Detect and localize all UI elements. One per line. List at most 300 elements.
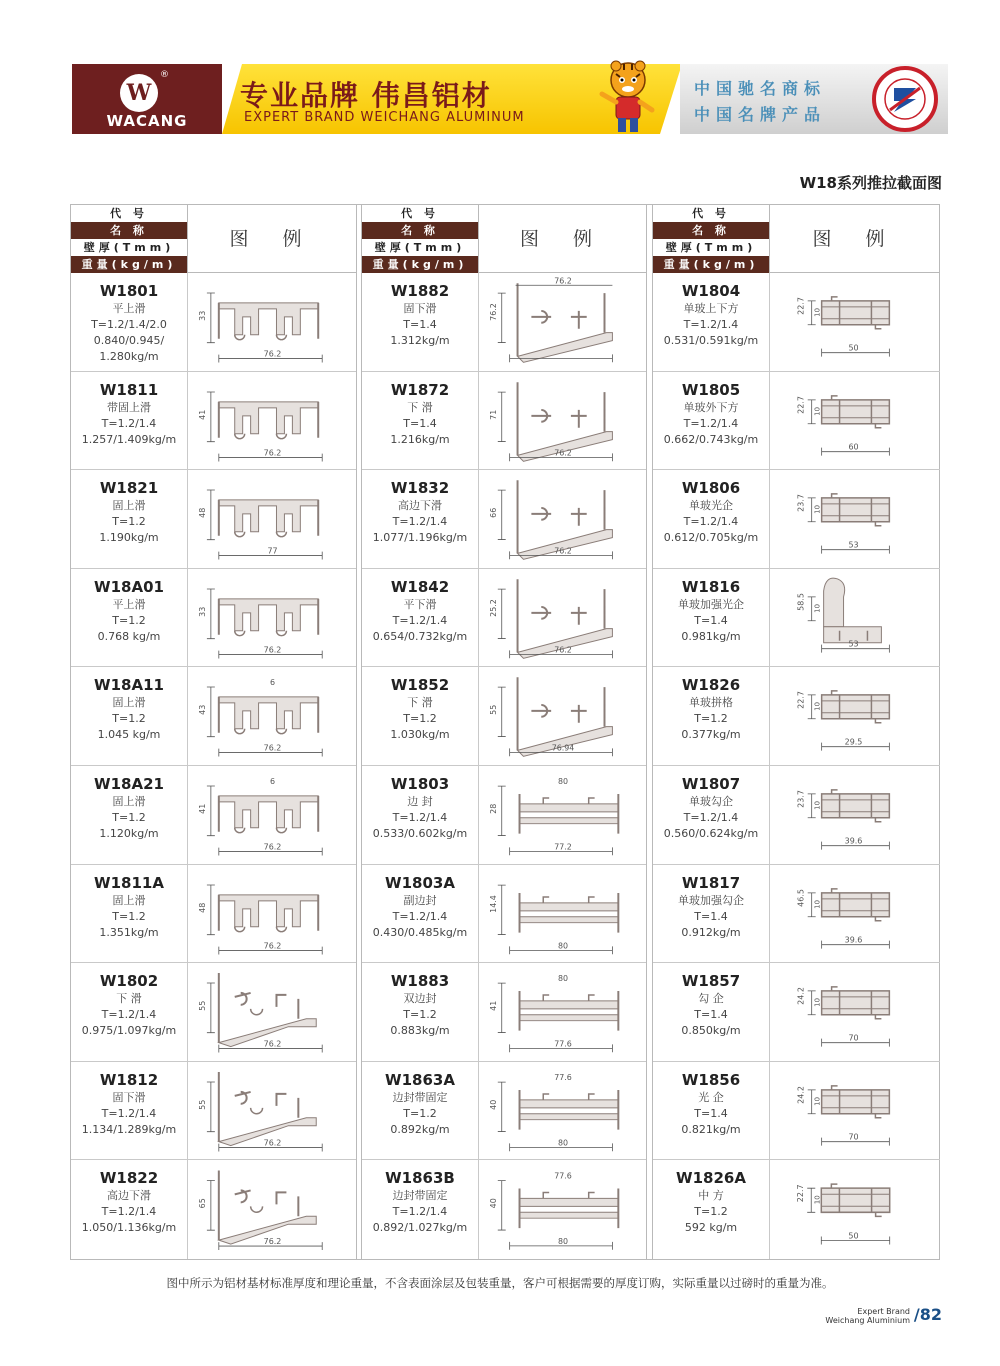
profile-row bbox=[71, 963, 356, 1062]
profile-code: W1826 bbox=[681, 676, 741, 695]
dim-extra: 6 bbox=[269, 776, 276, 786]
profile-thickness: T=1.2 bbox=[403, 1106, 437, 1120]
profile-section-shape bbox=[219, 303, 318, 340]
footer-brand bbox=[825, 1307, 910, 1325]
profile-drawing bbox=[189, 667, 356, 765]
profile-row bbox=[362, 372, 646, 471]
profile-section-shape bbox=[219, 973, 316, 1047]
profile-row bbox=[362, 865, 646, 964]
header-labels bbox=[653, 205, 770, 273]
profile-weight: 0.612/0.705kg/m bbox=[663, 531, 759, 545]
profile-info bbox=[71, 865, 188, 963]
dim-width: 76.2 bbox=[263, 349, 282, 359]
profile-thickness: T=1.2 bbox=[403, 1008, 437, 1022]
profile-info bbox=[71, 766, 188, 864]
honor-brand-product: 中国名牌产品 bbox=[694, 105, 827, 124]
profile-drawing bbox=[771, 963, 940, 1061]
profile-drawing bbox=[771, 372, 940, 470]
profile-info bbox=[362, 569, 479, 667]
profile-name: 单玻外下方 bbox=[683, 400, 739, 414]
profile-section-shape bbox=[824, 578, 882, 643]
profile-section-shape bbox=[219, 1171, 316, 1245]
profile-weight: 0.912kg/m bbox=[681, 925, 741, 939]
profile-row bbox=[653, 865, 940, 964]
profile-name: 平下滑 bbox=[403, 597, 437, 611]
profile-code: W1872 bbox=[390, 380, 450, 399]
profile-thickness: T=1.2/1.4 bbox=[101, 1008, 157, 1022]
profile-weight: 0.654/0.732kg/m bbox=[372, 629, 468, 643]
dim-width: 70 bbox=[848, 1132, 859, 1142]
profile-thickness: T=1.2/1.4 bbox=[101, 1106, 157, 1120]
slogan-en: EXPERT BRAND WEICHANG ALUMINUM bbox=[244, 110, 525, 125]
profile-weight: 0.533/0.602kg/m bbox=[372, 827, 468, 840]
profile-section-svg bbox=[189, 667, 356, 765]
profile-section-svg bbox=[771, 569, 940, 667]
catalog-column bbox=[361, 205, 647, 1259]
dim-height: 33 bbox=[197, 606, 207, 617]
profile-section-shape bbox=[822, 987, 890, 1019]
profile-drawing bbox=[480, 1160, 646, 1259]
dim-width: 76.2 bbox=[263, 645, 282, 655]
profile-section-svg bbox=[771, 1160, 940, 1259]
profile-drawing bbox=[771, 470, 940, 568]
dim-width: 76.2 bbox=[263, 1138, 282, 1148]
profile-dimensions bbox=[489, 1172, 613, 1250]
profile-thickness: T=1.4 bbox=[403, 416, 437, 430]
footer-brand-line-2: Weichang Aluminium bbox=[825, 1316, 910, 1325]
profile-section-shape bbox=[219, 697, 318, 734]
profile-thickness: T=1.2/1.4 bbox=[101, 416, 157, 430]
profile-drawing bbox=[771, 1062, 940, 1160]
dim-width: 80 bbox=[557, 940, 569, 950]
profile-info bbox=[362, 372, 479, 470]
profile-section-svg bbox=[771, 766, 940, 864]
profile-info bbox=[653, 963, 770, 1061]
profile-section-shape bbox=[219, 599, 318, 636]
profile-catalog-table bbox=[70, 204, 940, 1260]
dim-height: 55 bbox=[488, 705, 498, 716]
profile-section-shape bbox=[219, 500, 318, 537]
profile-weight-2: 1.280kg/m bbox=[99, 350, 159, 363]
profile-thickness: T=1.2/1.4/2.0 bbox=[91, 318, 167, 331]
profile-section-shape bbox=[822, 1086, 890, 1118]
profile-name: 边封带固定 bbox=[392, 1090, 448, 1104]
dim-height: 24.2 bbox=[796, 1085, 806, 1104]
profile-dimensions bbox=[489, 974, 613, 1052]
profile-weight: 0.840/0.945/ bbox=[93, 334, 165, 347]
profile-row bbox=[653, 963, 940, 1062]
header-weight: 重量(kg/m) bbox=[362, 256, 478, 273]
profile-name: 高边下滑 bbox=[398, 499, 442, 513]
profile-section-svg bbox=[189, 865, 356, 963]
profile-thickness: T=1.4 bbox=[694, 1008, 728, 1022]
profile-row bbox=[362, 273, 646, 372]
dim-extra: 80 bbox=[557, 777, 569, 787]
profile-thickness: T=1.2 bbox=[403, 712, 437, 726]
profile-dimensions bbox=[489, 777, 613, 855]
profile-row bbox=[653, 273, 940, 372]
dim-width: 76.2 bbox=[263, 941, 282, 951]
dim-height: 43 bbox=[197, 705, 207, 716]
profile-info bbox=[653, 766, 770, 864]
profile-weight: 1.045 kg/m bbox=[97, 728, 161, 742]
profile-weight: 1.257/1.409kg/m bbox=[81, 432, 177, 446]
header-figure: 图 例 bbox=[229, 228, 316, 250]
profile-section-svg bbox=[480, 273, 646, 371]
profile-weight: 1.120kg/m bbox=[99, 827, 159, 840]
profile-thickness: T=1.2 bbox=[112, 613, 146, 627]
profile-drawing bbox=[480, 273, 646, 371]
profile-section-shape bbox=[822, 395, 890, 427]
profile-weight: 0.430/0.485kg/m bbox=[372, 925, 468, 939]
profile-code: W1857 bbox=[681, 972, 741, 991]
profile-thickness: T=1.2/1.4 bbox=[392, 811, 448, 824]
profile-info bbox=[653, 865, 770, 963]
profile-weight: 1.077/1.196kg/m bbox=[372, 531, 468, 545]
profile-section-shape bbox=[520, 893, 619, 933]
profile-section-svg bbox=[480, 865, 646, 963]
dim-height: 65 bbox=[197, 1198, 207, 1209]
dim-glass: 10 bbox=[813, 800, 822, 810]
profile-info bbox=[362, 470, 479, 568]
profile-name: 下 滑 bbox=[407, 696, 433, 710]
page-title: W18系列推拉截面图 bbox=[799, 174, 942, 192]
profile-info bbox=[653, 1062, 770, 1160]
profile-section-shape bbox=[520, 991, 619, 1031]
profile-section-shape bbox=[822, 494, 890, 526]
profile-code: W18A01 bbox=[94, 577, 164, 596]
tiger-mascot-icon bbox=[596, 58, 660, 136]
dim-glass: 10 bbox=[813, 702, 822, 712]
brand-logo bbox=[72, 64, 222, 134]
profile-drawing bbox=[480, 569, 646, 667]
profile-section-shape bbox=[219, 402, 318, 439]
profile-section-svg bbox=[189, 766, 356, 864]
profile-code: W1821 bbox=[99, 479, 159, 498]
profile-row bbox=[71, 1062, 356, 1161]
profile-row bbox=[653, 1062, 940, 1161]
dim-width: 76.2 bbox=[263, 743, 282, 753]
column-header bbox=[653, 205, 940, 273]
profile-code: W1816 bbox=[681, 577, 741, 596]
profile-code: W1807 bbox=[681, 775, 741, 793]
profile-name: 单玻光企 bbox=[689, 499, 733, 513]
profile-weight: 0.531/0.591kg/m bbox=[663, 334, 759, 347]
profile-section-svg bbox=[480, 569, 646, 667]
profile-code: W1863A bbox=[385, 1070, 455, 1089]
profile-code: W1811A bbox=[94, 873, 164, 892]
profile-dimensions bbox=[489, 1073, 613, 1151]
page-number: /82 bbox=[913, 1305, 942, 1324]
profile-name: 固下滑 bbox=[112, 1090, 146, 1104]
profile-thickness: T=1.4 bbox=[403, 318, 437, 331]
dim-extra: 6 bbox=[269, 678, 276, 688]
profile-section-shape bbox=[219, 1072, 316, 1146]
profile-name: 下 滑 bbox=[407, 400, 433, 414]
dim-width: 76.2 bbox=[554, 645, 572, 655]
profile-section-svg bbox=[189, 1062, 356, 1160]
profile-section-svg bbox=[771, 963, 940, 1061]
dim-extra: 80 bbox=[557, 974, 569, 984]
profile-section-svg bbox=[480, 1062, 646, 1160]
footer-brand-line-1: Expert Brand bbox=[857, 1307, 910, 1316]
dim-height: 55 bbox=[197, 1000, 207, 1011]
profile-row bbox=[71, 273, 356, 372]
profile-code: W1822 bbox=[99, 1169, 159, 1188]
profile-section-svg bbox=[480, 372, 646, 470]
profile-info bbox=[653, 569, 770, 667]
profile-section-svg bbox=[771, 273, 940, 371]
profile-section-svg bbox=[771, 667, 940, 765]
dim-width: 53 bbox=[848, 639, 859, 649]
profile-code: W1806 bbox=[681, 479, 741, 498]
dim-height: 22.7 bbox=[796, 297, 806, 315]
dim-width: 76.2 bbox=[554, 546, 572, 556]
profile-weight: 1.351kg/m bbox=[99, 925, 159, 939]
profile-section-svg bbox=[480, 766, 646, 864]
dim-height: 41 bbox=[197, 409, 207, 420]
profile-section-svg bbox=[189, 273, 356, 371]
profile-info bbox=[71, 470, 188, 568]
profile-code: W1801 bbox=[99, 282, 159, 300]
profile-info bbox=[653, 667, 770, 765]
profile-drawing bbox=[771, 273, 940, 371]
profile-row bbox=[362, 963, 646, 1062]
catalog-column bbox=[71, 205, 357, 1259]
profile-weight: 0.892/1.027kg/m bbox=[372, 1221, 468, 1235]
profile-name: 单玻拼格 bbox=[689, 696, 733, 710]
dim-height: 76.2 bbox=[488, 303, 498, 321]
profile-weight: 1.134/1.289kg/m bbox=[81, 1122, 177, 1136]
profile-drawing bbox=[480, 1062, 646, 1160]
profile-dimensions bbox=[198, 1082, 322, 1152]
dim-width: 76.2 bbox=[263, 1237, 282, 1247]
header-name: 名 称 bbox=[362, 222, 478, 239]
dim-width: 39.6 bbox=[844, 935, 863, 945]
dim-width: 60 bbox=[848, 442, 859, 452]
profile-row bbox=[71, 470, 356, 569]
profile-weight: 1.312kg/m bbox=[390, 334, 450, 347]
profile-dimensions bbox=[198, 1181, 322, 1251]
registered-mark: ® bbox=[160, 70, 169, 80]
profile-drawing bbox=[771, 667, 940, 765]
header-weight: 重量(kg/m) bbox=[71, 256, 187, 273]
profile-weight: 0.377kg/m bbox=[681, 728, 741, 742]
profile-dimensions bbox=[198, 983, 322, 1053]
profile-name: 双边封 bbox=[403, 992, 437, 1006]
dim-width: 80 bbox=[557, 1237, 569, 1247]
profile-drawing bbox=[771, 569, 940, 667]
dim-width: 77.6 bbox=[554, 1039, 572, 1049]
profile-name: 固上滑 bbox=[112, 795, 146, 808]
profile-info bbox=[71, 372, 188, 470]
dim-width: 76.2 bbox=[263, 448, 282, 458]
profile-drawing bbox=[480, 963, 646, 1061]
header-code: 代 号 bbox=[653, 205, 769, 222]
profile-info bbox=[362, 865, 479, 963]
profile-thickness: T=1.2/1.4 bbox=[392, 613, 448, 627]
profile-info bbox=[362, 766, 479, 864]
profile-weight: 0.560/0.624kg/m bbox=[663, 827, 759, 840]
profile-dimensions bbox=[198, 678, 322, 757]
dim-height: 22.7 bbox=[796, 691, 806, 710]
dim-height: 46.5 bbox=[796, 888, 806, 907]
profile-weight: 0.662/0.743kg/m bbox=[663, 432, 759, 446]
dim-width: 76.2 bbox=[263, 1039, 282, 1049]
profile-drawing bbox=[189, 766, 356, 864]
dim-width: 77 bbox=[267, 546, 278, 556]
header-figure: 图 例 bbox=[519, 228, 607, 250]
profile-section-svg bbox=[480, 667, 646, 765]
profile-section-shape bbox=[821, 1185, 889, 1217]
profile-code: W1826A bbox=[676, 1169, 746, 1188]
dim-extra: 77.6 bbox=[554, 1072, 572, 1082]
dim-height: 66 bbox=[488, 507, 498, 518]
dim-height: 40 bbox=[488, 1198, 498, 1209]
profile-dimensions bbox=[198, 777, 322, 856]
dim-height: 71 bbox=[488, 409, 498, 420]
profile-name: 带固上滑 bbox=[107, 400, 151, 414]
profile-drawing bbox=[771, 865, 940, 963]
profile-drawing bbox=[480, 865, 646, 963]
dim-height: 22.7 bbox=[796, 1184, 806, 1203]
dim-width: 50 bbox=[848, 1231, 859, 1241]
profile-name: 单玻上下方 bbox=[683, 302, 739, 315]
profile-thickness: T=1.2 bbox=[112, 712, 146, 726]
profile-info bbox=[71, 667, 188, 765]
dim-height: 24.2 bbox=[796, 987, 806, 1006]
dim-glass: 10 bbox=[813, 1096, 822, 1106]
profile-info bbox=[362, 273, 479, 371]
header-name: 名 称 bbox=[71, 222, 187, 239]
profile-section-svg bbox=[189, 569, 356, 667]
profile-row bbox=[71, 569, 356, 668]
profile-info bbox=[71, 963, 188, 1061]
dim-width: 76.94 bbox=[551, 743, 575, 753]
profile-section-svg bbox=[480, 1160, 646, 1259]
profile-info bbox=[362, 667, 479, 765]
profile-section-shape bbox=[518, 283, 613, 362]
profile-section-shape bbox=[822, 790, 890, 822]
catalog-column bbox=[652, 205, 940, 1259]
profile-info bbox=[362, 1062, 479, 1160]
profile-section-shape bbox=[219, 796, 318, 833]
profile-drawing bbox=[480, 470, 646, 568]
profile-drawing bbox=[189, 470, 356, 568]
profile-weight: 592 kg/m bbox=[684, 1221, 738, 1235]
profile-info bbox=[71, 1062, 188, 1160]
profile-info bbox=[71, 273, 188, 371]
profile-section-svg bbox=[189, 963, 356, 1061]
dim-width: 76.2 bbox=[554, 276, 572, 286]
column-header bbox=[362, 205, 646, 273]
profile-name: 单玻加强光企 bbox=[678, 597, 744, 611]
profile-row bbox=[653, 470, 940, 569]
profile-row bbox=[71, 766, 356, 865]
profile-section-svg bbox=[189, 1160, 356, 1259]
dim-glass: 10 bbox=[813, 406, 822, 416]
profile-info bbox=[653, 1160, 770, 1259]
profile-name: 边 封 bbox=[407, 795, 433, 808]
profile-name: 下 滑 bbox=[116, 992, 142, 1006]
profile-row bbox=[653, 766, 940, 865]
dim-width: 80 bbox=[557, 1138, 569, 1148]
profile-drawing bbox=[189, 372, 356, 470]
profile-thickness: T=1.2/1.4 bbox=[683, 318, 739, 331]
dim-height: 23.7 bbox=[796, 494, 806, 513]
dim-glass: 10 bbox=[813, 603, 822, 613]
profile-row bbox=[362, 667, 646, 766]
profile-info bbox=[71, 1160, 188, 1259]
profile-name: 边封带固定 bbox=[392, 1189, 448, 1203]
header-name: 名 称 bbox=[653, 222, 769, 239]
profile-name: 高边下滑 bbox=[107, 1189, 151, 1203]
profile-thickness: T=1.2/1.4 bbox=[683, 515, 739, 529]
profile-weight: 1.190kg/m bbox=[99, 531, 159, 545]
profile-code: W1803 bbox=[390, 775, 450, 793]
profile-code: W1811 bbox=[99, 380, 159, 399]
profile-thickness: T=1.2/1.4 bbox=[683, 416, 739, 430]
header-code: 代 号 bbox=[71, 205, 187, 222]
profile-weight: 0.981kg/m bbox=[681, 629, 741, 643]
profile-row bbox=[653, 1160, 940, 1259]
dim-glass: 10 bbox=[813, 899, 822, 909]
profile-name: 中 方 bbox=[698, 1189, 724, 1203]
profile-drawing bbox=[189, 1160, 356, 1259]
profile-section-svg bbox=[771, 470, 940, 568]
profile-drawing bbox=[480, 372, 646, 470]
profile-row bbox=[362, 569, 646, 668]
profile-name: 副边封 bbox=[403, 893, 437, 907]
profile-drawing bbox=[189, 1062, 356, 1160]
profile-drawing bbox=[189, 963, 356, 1061]
profile-info bbox=[362, 1160, 479, 1259]
profile-thickness: T=1.2/1.4 bbox=[101, 1205, 157, 1219]
dim-width: 29.5 bbox=[844, 738, 863, 748]
profile-code: W1852 bbox=[390, 676, 450, 695]
dim-height: 25.2 bbox=[488, 599, 498, 617]
profile-name: 勾 企 bbox=[698, 992, 724, 1006]
profile-thickness: T=1.2 bbox=[112, 811, 146, 824]
profile-thickness: T=1.2/1.4 bbox=[392, 1205, 448, 1219]
profile-code: W18A21 bbox=[94, 775, 164, 793]
profile-thickness: T=1.2/1.4 bbox=[392, 909, 448, 923]
profile-drawing bbox=[771, 766, 940, 864]
profile-info bbox=[71, 569, 188, 667]
profile-drawing bbox=[480, 667, 646, 765]
profile-section-svg bbox=[771, 372, 940, 470]
dim-height: 40 bbox=[488, 1099, 498, 1110]
profile-section-svg bbox=[480, 963, 646, 1061]
profile-name: 固上滑 bbox=[112, 893, 146, 907]
dim-height: 33 bbox=[197, 310, 207, 321]
profile-code: W1856 bbox=[681, 1070, 741, 1089]
profile-row bbox=[653, 569, 940, 668]
profile-name: 平上滑 bbox=[112, 302, 146, 315]
profile-name: 固上滑 bbox=[112, 499, 146, 513]
profile-thickness: T=1.2 bbox=[694, 1205, 728, 1219]
header-thickness: 壁厚(Tmm) bbox=[653, 239, 769, 256]
dim-height: 22.7 bbox=[796, 395, 806, 414]
profile-weight: 0.975/1.097kg/m bbox=[81, 1024, 177, 1038]
dim-height: 55 bbox=[197, 1099, 207, 1110]
dim-width: 53 bbox=[848, 540, 859, 550]
dim-glass: 10 bbox=[812, 1195, 822, 1205]
profile-code: W1803A bbox=[385, 873, 455, 892]
profile-row bbox=[362, 1062, 646, 1161]
profile-drawing bbox=[189, 569, 356, 667]
profile-code: W1802 bbox=[99, 972, 159, 991]
